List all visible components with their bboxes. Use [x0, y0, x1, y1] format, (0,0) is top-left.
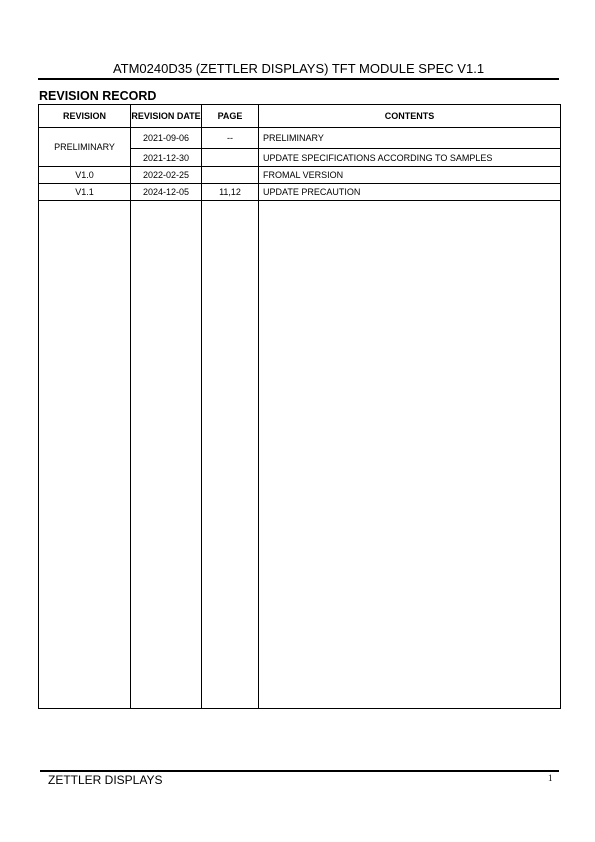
cell-date: 2021-09-06	[131, 128, 202, 149]
revision-record-table	[38, 104, 561, 709]
cell-contents: FROMAL VERSION	[259, 167, 561, 184]
header-divider	[38, 78, 559, 80]
cell-page	[202, 149, 259, 167]
footer-company: ZETTLER DISPLAYS	[48, 773, 163, 787]
cell-contents: PRELIMINARY	[259, 128, 561, 149]
cell-revision: V1.0	[39, 167, 131, 184]
footer-page-number: 1	[548, 773, 553, 783]
table-row	[39, 167, 561, 184]
cell-revision: PRELIMINARY	[39, 128, 131, 167]
cell-contents: UPDATE PRECAUTION	[259, 184, 561, 201]
column-header-page: PAGE	[202, 105, 259, 128]
cell-date: 2021-12-30	[131, 149, 202, 167]
cell-page: --	[202, 128, 259, 149]
empty-cell	[259, 201, 561, 709]
column-header-contents: CONTENTS	[259, 105, 561, 128]
section-title: REVISION RECORD	[39, 89, 157, 103]
empty-cell	[39, 201, 131, 709]
document-header-title: ATM0240D35 (ZETTLER DISPLAYS) TFT MODULE SPEC V1.1	[112, 61, 485, 76]
table-row	[39, 184, 561, 201]
cell-date: 2022-02-25	[131, 167, 202, 184]
empty-cell	[202, 201, 259, 709]
cell-page	[202, 167, 259, 184]
cell-page: 11,12	[202, 184, 259, 201]
column-header-revision-date: REVISION DATE	[131, 105, 202, 128]
table-empty-row	[39, 201, 561, 709]
table-row	[39, 128, 561, 149]
cell-contents: UPDATE SPECIFICATIONS ACCORDING TO SAMPLES	[259, 149, 561, 167]
footer-divider	[40, 770, 559, 772]
column-header-revision: REVISION	[39, 105, 131, 128]
cell-revision: V1.1	[39, 184, 131, 201]
empty-cell	[131, 201, 202, 709]
table-header-row	[39, 105, 561, 128]
cell-date: 2024-12-05	[131, 184, 202, 201]
